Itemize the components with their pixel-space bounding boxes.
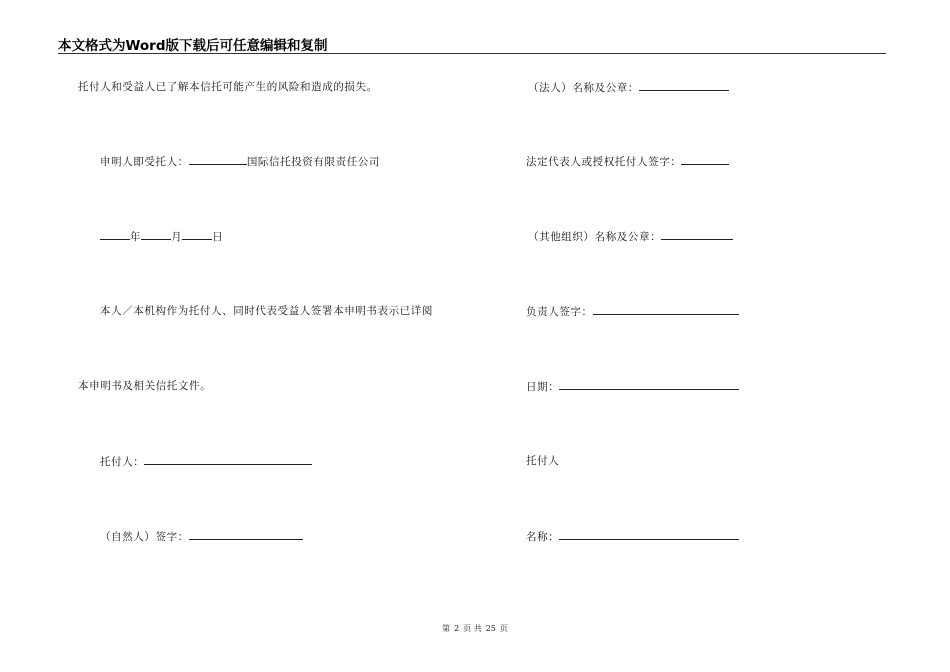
declarant-blank	[189, 154, 247, 165]
page-total: 25	[485, 624, 496, 633]
representative-blank	[681, 154, 729, 165]
date-right-label: 日期：	[526, 381, 560, 393]
legal-person-blank	[639, 80, 729, 91]
declarant-line	[100, 154, 380, 169]
month-blank	[141, 229, 171, 240]
natural-person-blank	[189, 529, 303, 540]
truster-blank	[144, 454, 312, 465]
other-org-label: （其他组织）名称及公章：	[528, 231, 662, 243]
page-prefix: 第	[442, 624, 451, 633]
date-year-label: 年	[130, 231, 142, 243]
truster-label: 托付人：	[100, 456, 145, 468]
sign-statement-line-2: 本申明书及相关信托文件。	[78, 380, 212, 392]
document-header-title: 本文格式为Word版下载后可任意编辑和复制	[58, 38, 328, 54]
year-blank	[100, 229, 130, 240]
responsible-label: 负责人签字：	[526, 306, 593, 318]
header-divider	[58, 53, 886, 54]
name-blank	[559, 529, 739, 540]
natural-person-label: （自然人）签字：	[100, 531, 189, 543]
truster-line	[100, 454, 312, 469]
name-label: 名称：	[526, 531, 560, 543]
date-day-label: 日	[212, 231, 224, 243]
declarant-label: 申明人即受托人：	[100, 156, 189, 168]
date-line	[100, 229, 223, 244]
date-right-blank	[559, 379, 739, 390]
page-suffix: 页	[499, 624, 508, 633]
page-footer	[0, 623, 950, 634]
page-number: 2	[454, 624, 460, 633]
legal-person-label: （法人）名称及公章：	[528, 82, 639, 94]
name-line	[526, 529, 739, 544]
other-org-blank	[661, 229, 733, 240]
representative-line	[526, 154, 729, 169]
date-right-line	[526, 379, 739, 394]
risk-statement: 托付人和受益人已了解本信托可能产生的风险和造成的损失。	[78, 81, 378, 93]
responsible-line	[526, 304, 739, 319]
responsible-blank	[593, 304, 739, 315]
truster-right-label: 托付人	[526, 455, 560, 467]
day-blank	[182, 229, 212, 240]
natural-person-line	[100, 529, 303, 544]
sign-statement-line-1: 本人／本机构作为托付人、同时代表受益人签署本申明书表示已详阅	[100, 305, 433, 317]
other-org-line	[528, 229, 733, 244]
page-mid: 页 共	[463, 624, 482, 633]
legal-person-line	[528, 80, 729, 95]
representative-label: 法定代表人或授权托付人签字：	[526, 156, 682, 168]
declarant-company: 国际信托投资有限责任公司	[246, 156, 381, 168]
date-month-label: 月	[171, 231, 183, 243]
